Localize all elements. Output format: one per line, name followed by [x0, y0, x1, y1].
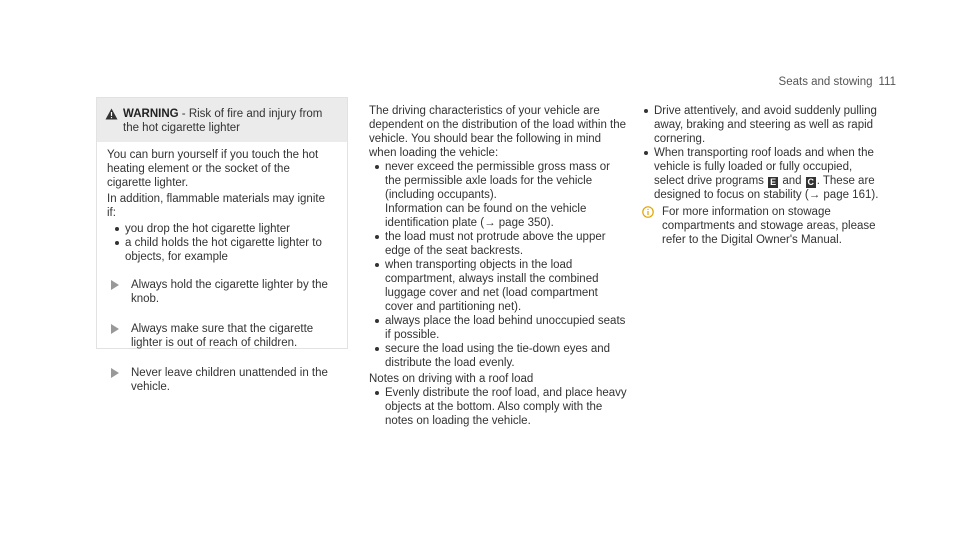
drive-program-e-icon: E: [770, 177, 777, 187]
action-item: [107, 278, 337, 306]
list-item: the load must not protrude above the upper edge of the seat backrests.: [373, 230, 627, 258]
info-note: [642, 205, 882, 247]
page-number: 111: [878, 76, 896, 88]
warning-conditions: [113, 222, 337, 264]
info-note-text: For more information on stowage compartments and stowage areas, please refer to the Digital Owner's Manual.: [662, 206, 876, 246]
list-item: when transporting objects in the load compartment, always install the combined luggage cover and net (load compartment cover and partitioning net).: [373, 258, 627, 314]
info-icon: [642, 206, 656, 247]
page-ref-arrow-icon: →: [484, 217, 496, 229]
roof-load-list: [373, 386, 627, 428]
info-text: Information can be found on the vehicle identification plate (: [385, 203, 587, 229]
loading-list: [373, 160, 627, 370]
page-ref-link[interactable]: page 350).: [495, 217, 554, 229]
drive-program-c-icon: C: [807, 177, 814, 187]
connector-text: and: [779, 175, 805, 187]
page-ref-link[interactable]: page 161).: [820, 189, 879, 201]
warning-label: WARNING: [123, 108, 179, 120]
warning-para-1: You can burn yourself if you touch the hot heating element or the socket of the cigarette lighter.: [107, 149, 319, 189]
list-item: Drive attentively, and avoid suddenly pulling away, braking and steering as well as rapid cornering.: [642, 104, 882, 146]
page-header: [779, 75, 896, 89]
arrow-right-icon: [111, 324, 119, 334]
action-text: Always make sure that the cigarette lighter is out of reach of children.: [131, 323, 314, 349]
warning-body: [97, 142, 347, 394]
list-item: Evenly distribute the roof load, and place heavy objects at the bottom. Also comply with the notes on loading the vehicle.: [373, 386, 627, 428]
list-item-text: never exceed the permissible gross mass or the permissible axle loads for the vehicle (including occupants).: [385, 161, 610, 201]
warning-header: [97, 98, 347, 142]
list-item: secure the load using the tie-down eyes and distribute the load evenly.: [373, 342, 627, 370]
warning-actions: [107, 278, 337, 394]
list-item: [642, 146, 882, 202]
arrow-right-icon: [111, 368, 119, 378]
warning-triangle-icon: [105, 108, 123, 135]
list-item: [373, 160, 627, 230]
list-item-text: When transporting roof loads and when the vehicle is fully loaded or fully occupied, select drive programs: [654, 147, 874, 187]
action-text: Never leave children unattended in the vehicle.: [131, 367, 328, 393]
warning-title: [123, 107, 339, 135]
roof-load-list-cont: [642, 104, 882, 202]
list-item-text: . These are designed to focus on stability (: [654, 175, 875, 201]
loading-column: [369, 104, 627, 428]
warning-box: [96, 97, 348, 393]
loading-intro: The driving characteristics of your vehicle are dependent on the distribution of the load within the vehicle. You should bear the following in mind when loading the vehicle:: [369, 105, 627, 159]
arrow-right-icon: [111, 280, 119, 290]
roof-load-column: [642, 104, 882, 247]
list-item: always place the load behind unoccupied seats if possible.: [373, 314, 627, 342]
page-ref-arrow-icon: →: [808, 189, 821, 201]
list-item: a child holds the hot cigarette lighter to objects, for example: [113, 236, 337, 264]
roof-load-heading: Notes on driving with a roof load: [369, 373, 534, 385]
list-item: you drop the hot cigarette lighter: [113, 222, 337, 236]
warning-para-2: In addition, flammable materials may ignite if:: [107, 193, 325, 219]
action-item: [107, 366, 337, 394]
section-title: Seats and stowing: [778, 76, 873, 88]
warning-title-text: - Risk of fire and injury from the hot cigarette lighter: [123, 108, 323, 134]
action-text: Always hold the cigarette lighter by the knob.: [131, 279, 328, 305]
action-item: [107, 322, 337, 350]
